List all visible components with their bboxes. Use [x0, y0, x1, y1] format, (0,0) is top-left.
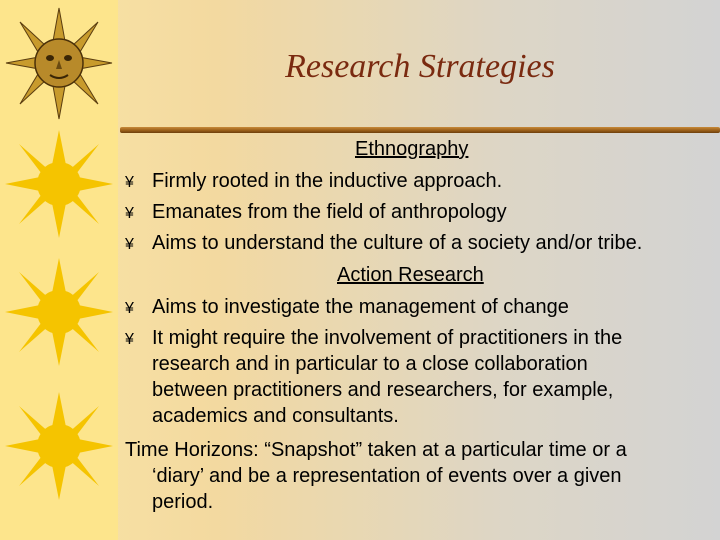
- bullet-item: Aims to investigate the management of change: [152, 296, 569, 318]
- bullet-item: Aims to understand the culture of a society and/or tribe.: [152, 232, 643, 254]
- bullet-item: Firmly rooted in the inductive approach.: [152, 170, 503, 192]
- bullet-icon: ¥: [125, 331, 134, 348]
- action-research-heading: Action Research: [337, 264, 484, 286]
- time-horizons-text: Time Horizons: “Snapshot” taken at a particular time or a: [125, 439, 627, 461]
- time-horizons-continuation: period.: [152, 491, 214, 513]
- bullet-icon: ¥: [125, 300, 134, 317]
- bullet-icon: ¥: [125, 236, 134, 253]
- bullet-item: It might require the involvement of practitioners in the: [152, 327, 623, 349]
- bullet-item: Emanates from the field of anthropology: [152, 201, 507, 223]
- bullet-icon: ¥: [125, 205, 134, 222]
- bullet-item-continuation: between practitioners and researchers, for example,: [152, 379, 614, 401]
- bullet-item-continuation: research and in particular to a close collaboration: [152, 353, 588, 375]
- bullet-item-continuation: academics and consultants.: [152, 405, 399, 427]
- bullet-icon: ¥: [125, 174, 134, 191]
- slide-title: Research Strategies: [285, 48, 555, 85]
- time-horizons-continuation: ‘diary’ and be a representation of events over a given: [152, 465, 622, 487]
- ethnography-heading: Ethnography: [355, 138, 469, 160]
